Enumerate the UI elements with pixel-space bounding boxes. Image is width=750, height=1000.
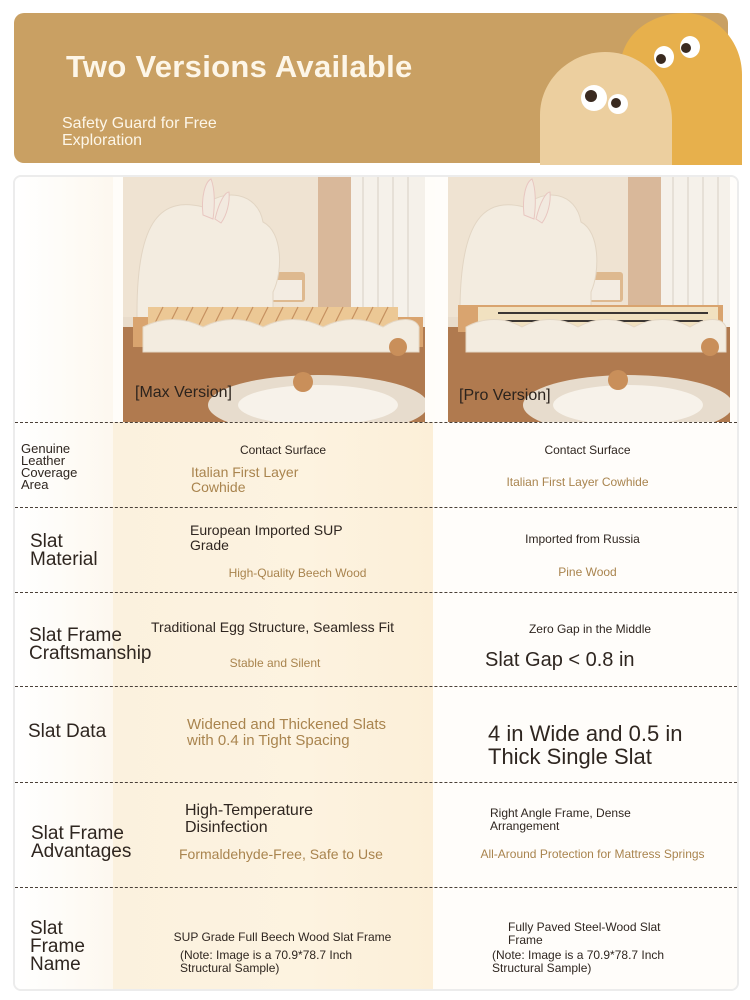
max-material-title: European Imported SUP Grade xyxy=(190,522,343,553)
page-subtitle: Safety Guard for Free Exploration xyxy=(62,115,217,149)
pro-leather-title: Contact Surface xyxy=(544,443,631,457)
pro-adv-detail: All-Around Protection for Mattress Springs xyxy=(480,847,705,861)
max-craft-detail: Stable and Silent xyxy=(229,656,321,670)
max-data-detail: Widened and Thickened Slats with 0.4 in Tight Spacing xyxy=(187,716,387,749)
pro-version-photo xyxy=(448,177,730,422)
row-divider xyxy=(15,887,737,888)
row-label-advantages: Slat Frame Advantages xyxy=(31,823,132,862)
row-label-leather-coverage: Genuine Leather Coverage Area xyxy=(21,441,78,492)
pro-data-detail: 4 in Wide and 0.5 in Thick Single Slat xyxy=(488,721,683,770)
pro-craft-title: Zero Gap in the Middle xyxy=(528,622,652,636)
pro-version-label: [Pro Version] xyxy=(459,387,551,404)
max-adv-title: High-Temperature Disinfection xyxy=(185,802,314,836)
row-label-frame-name: Slat Frame Name xyxy=(30,918,85,975)
row-divider xyxy=(15,507,737,508)
row-label-slat-data: Slat Data xyxy=(28,721,107,742)
row-label-craftsmanship: Slat Frame Craftsmanship xyxy=(29,625,152,664)
max-leather-title: Contact Surface xyxy=(239,443,327,457)
pro-material-title: Imported from Russia xyxy=(525,532,640,546)
header-banner xyxy=(14,13,728,163)
pro-name-note: (Note: Image is a 70.9*78.7 Inch Structural Sample) xyxy=(492,948,665,975)
max-version-label: [Max Version] xyxy=(135,384,232,401)
max-name-title: SUP Grade Full Beech Wood Slat Frame xyxy=(173,930,392,944)
pro-craft-detail: Slat Gap < 0.8 in xyxy=(485,649,635,671)
row-divider xyxy=(15,422,737,423)
max-adv-detail: Formaldehyde-Free, Safe to Use xyxy=(179,846,383,862)
page-title: Two Versions Available xyxy=(66,49,413,84)
pro-leather-detail: Italian First Layer Cowhide xyxy=(506,475,649,489)
pro-material-detail: Pine Wood xyxy=(558,565,617,579)
max-name-note: (Note: Image is a 70.9*78.7 Inch Structural Sample) xyxy=(180,948,353,975)
row-label-slat-material: Slat Material xyxy=(30,531,98,570)
max-craft-title: Traditional Egg Structure, Seamless Fit xyxy=(151,619,395,635)
pro-name-title: Fully Paved Steel-Wood Slat Frame xyxy=(508,920,661,947)
comparison-table xyxy=(13,175,739,991)
row-divider xyxy=(15,592,737,593)
max-leather-detail: Italian First Layer Cowhide xyxy=(191,464,299,495)
max-material-detail: High-Quality Beech Wood xyxy=(228,566,367,580)
row-divider xyxy=(15,686,737,687)
row-divider xyxy=(15,782,737,783)
pro-adv-title: Right Angle Frame, Dense Arrangement xyxy=(490,806,631,833)
